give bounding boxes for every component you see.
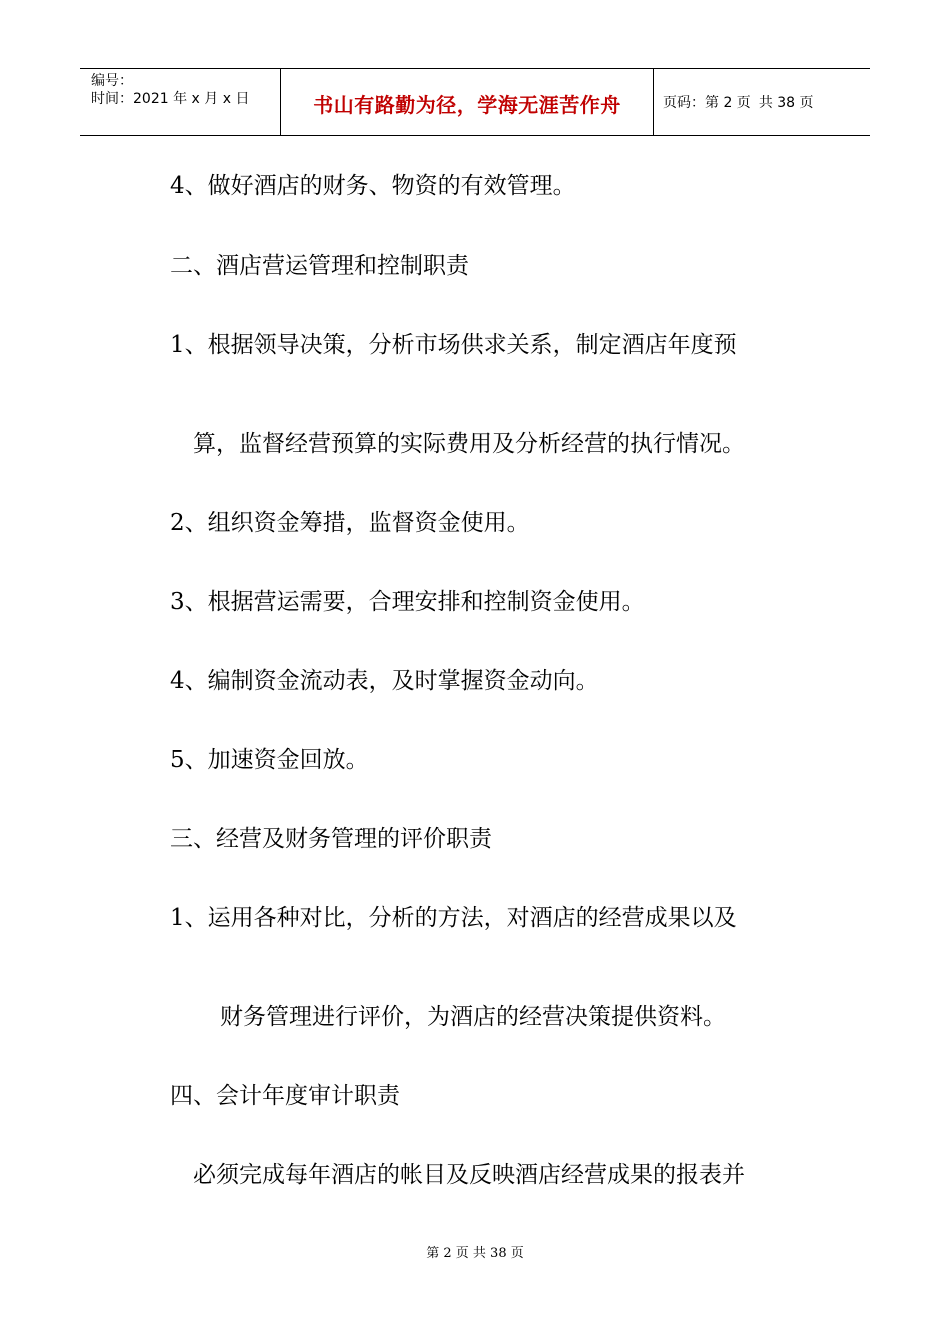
document-number-label: 编号： <box>91 73 133 89</box>
body-line-item-4: 4、做好酒店的财务、物资的有效管理。 <box>170 173 576 199</box>
body-line-paragraph: 必须完成每年酒店的帐目及反映酒店经营成果的报表并 <box>193 1162 745 1188</box>
body-line-item-3: 3、根据营运需要，合理安排和控制资金使用。 <box>170 589 645 615</box>
body-line-continuation-2: 财务管理进行评价，为酒店的经营决策提供资料。 <box>220 1004 726 1030</box>
body-line-item-2: 2、组织资金筹措，监督资金使用。 <box>170 510 530 536</box>
header-page-cell <box>654 69 870 135</box>
header-page-current: 页码：第 2 页 <box>663 95 751 111</box>
body-line-item-1: 1、根据领导决策，分析市场供求关系，制定酒店年度预 <box>170 332 737 358</box>
section-heading-3: 三、经营及财务管理的评价职责 <box>170 826 492 852</box>
section-heading-2: 二、酒店营运管理和控制职责 <box>170 253 469 279</box>
section-heading-4: 四、会计年度审计职责 <box>170 1083 400 1109</box>
header-page-total: 共 38 页 <box>758 95 814 111</box>
body-line-continuation: 算，监督经营预算的实际费用及分析经营的执行情况。 <box>193 431 745 457</box>
header-motto-cell <box>281 69 654 135</box>
body-line-item-4b: 4、编制资金流动表，及时掌握资金动向。 <box>170 668 599 694</box>
document-date-label: 时间：2021 年 x 月 x 日 <box>91 91 250 107</box>
body-line-item-5: 5、加速资金回放。 <box>170 747 369 773</box>
page-footer: 第 2 页 共 38 页 <box>426 1246 524 1261</box>
page-header <box>80 68 870 136</box>
header-meta-cell <box>80 69 281 135</box>
header-motto: 书山有路勤为径，学海无涯苦作舟 <box>313 92 621 117</box>
body-line-item-1b: 1、运用各种对比，分析的方法，对酒店的经营成果以及 <box>170 905 737 931</box>
